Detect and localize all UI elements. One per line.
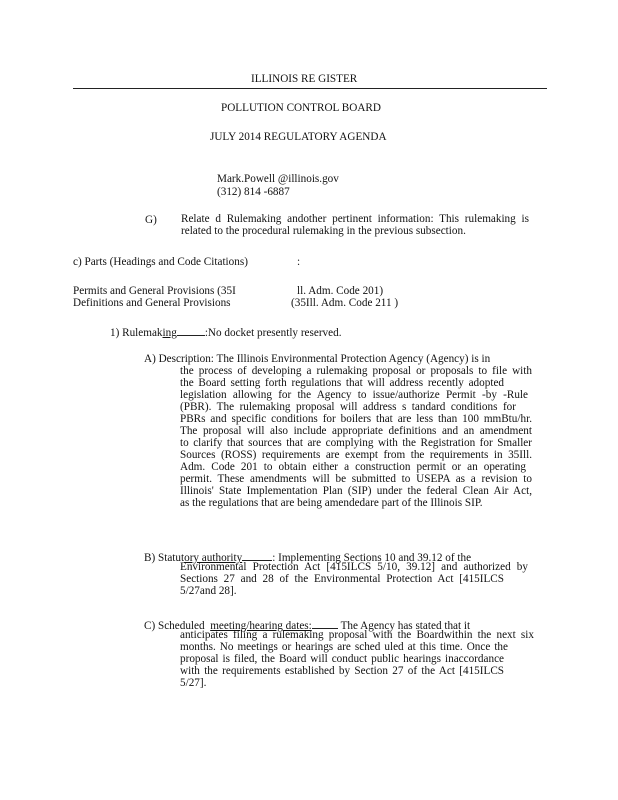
statutory-line: Sections 27 and 28 of the Environmental Protection Act [415ILCS [180,573,504,585]
description-block [144,353,530,365]
rulemaking-label: 1) Rulemak [110,327,163,339]
section-c-heading: c) Parts (Headings and Code Citations) [73,256,248,268]
rulemaking-status: :No docket presently reserved. [204,327,342,339]
hearing-text: The Agency has stated that it [340,620,471,632]
description-line: The proposal will also include appropriate definitions and an amendment [180,425,532,437]
hearing-label: C) Scheduled [144,620,205,632]
rulemaking-label-underlined: ing [162,327,177,339]
hearing-body [180,629,534,689]
section-g-line: related to the procedural rulemaking in the previous subsection. [181,225,466,237]
description-line: the process of developing a rulemaking proposal or proposals to file with [180,365,532,377]
rulemaking-underline [177,324,205,336]
hearing-line: proposal is filed, the Board will conduct public hearings inaccordance [180,653,504,665]
statutory-line: Environmental Protection Act [415ILCS 5/10, 39.12] and authorized by [180,561,528,573]
hearing-label-underlined: meeting/hearing dates: [210,620,312,632]
description-line: Adm. Code 201 to obtain either a construction permit or an operating [180,461,526,473]
contact-email: Mark.Powell @illinois.gov [217,173,339,185]
description-line: Illinois' State Implementation Plan (SIP) under the federal Clean Air Act, [180,485,532,497]
hearing-line: months. No meetings or hearings are sched uled at this time. Once the [180,641,508,653]
hearing-line: anticipates filing a rulemaking proposal with the Boardwithin the next six [180,629,534,641]
contact-phone: (312) 814 -6887 [217,186,290,198]
description-line: legislation allowing for the Agency to issue/authorize Permit -by -Rule [180,389,528,401]
agency-name: POLLUTION CONTROL BOARD [221,102,381,114]
description-line: Sources (ROSS) requirements are exempt from the requirements in 35Ill. [180,449,532,461]
hearing-underline [312,617,338,629]
agenda-title: JULY 2014 REGULATORY AGENDA [210,131,387,143]
statutory-body [180,561,528,597]
statutory-line: 5/27and 28]. [180,585,237,597]
description-line: as the regulations that are being amendedare part of the Illinois SIP. [180,497,483,509]
description-line: PBRs and specific conditions for boilers that are less than 100 mmBtu/hr. [180,413,532,425]
header-rule [73,88,547,89]
section-g-text [181,213,529,237]
description-line: (PBR). The rulemaking proposal will address s tandard conditions for [180,401,516,413]
part-row-1-left: Permits and General Provisions (35I [73,285,236,297]
part-row-1-right: ll. Adm. Code 201) [297,285,384,297]
description-line: the Board setting forth regulations that will address recently adopted [180,377,504,389]
section-g-label: G) [145,214,157,226]
hearing-line: 5/27]. [180,677,207,689]
section-g-line: Relate d Rulemaking andother pertinent information: This rulemaking is [181,213,529,225]
publication-title: ILLINOIS RE GISTER [251,73,358,85]
statutory-underline [242,549,272,561]
description-line: to clarify that sources that are complying with the Registration for Smaller [180,437,532,449]
hearing-line: with the requirements established by Section 27 of the Act [415ILCS [180,665,504,677]
description-body [180,365,532,509]
statutory-text: : Implementing Sections 10 and 39.12 of the [272,552,472,564]
statutory-label: B) Statut [144,552,185,564]
part-row-2-right: (35Ill. Adm. Code 211 ) [291,297,399,309]
rulemaking-item [110,324,342,340]
statutory-label-underlined: ory authority [184,552,243,564]
description-line: A) Description: The Illinois Environmental Protection Agency (Agency) is in [144,353,491,365]
description-line: permit. These amendments will be submitted to USEPA as a revision to [180,473,532,485]
part-row-2-left: Definitions and General Provisions [73,297,231,309]
section-c-colon: : [297,256,301,268]
